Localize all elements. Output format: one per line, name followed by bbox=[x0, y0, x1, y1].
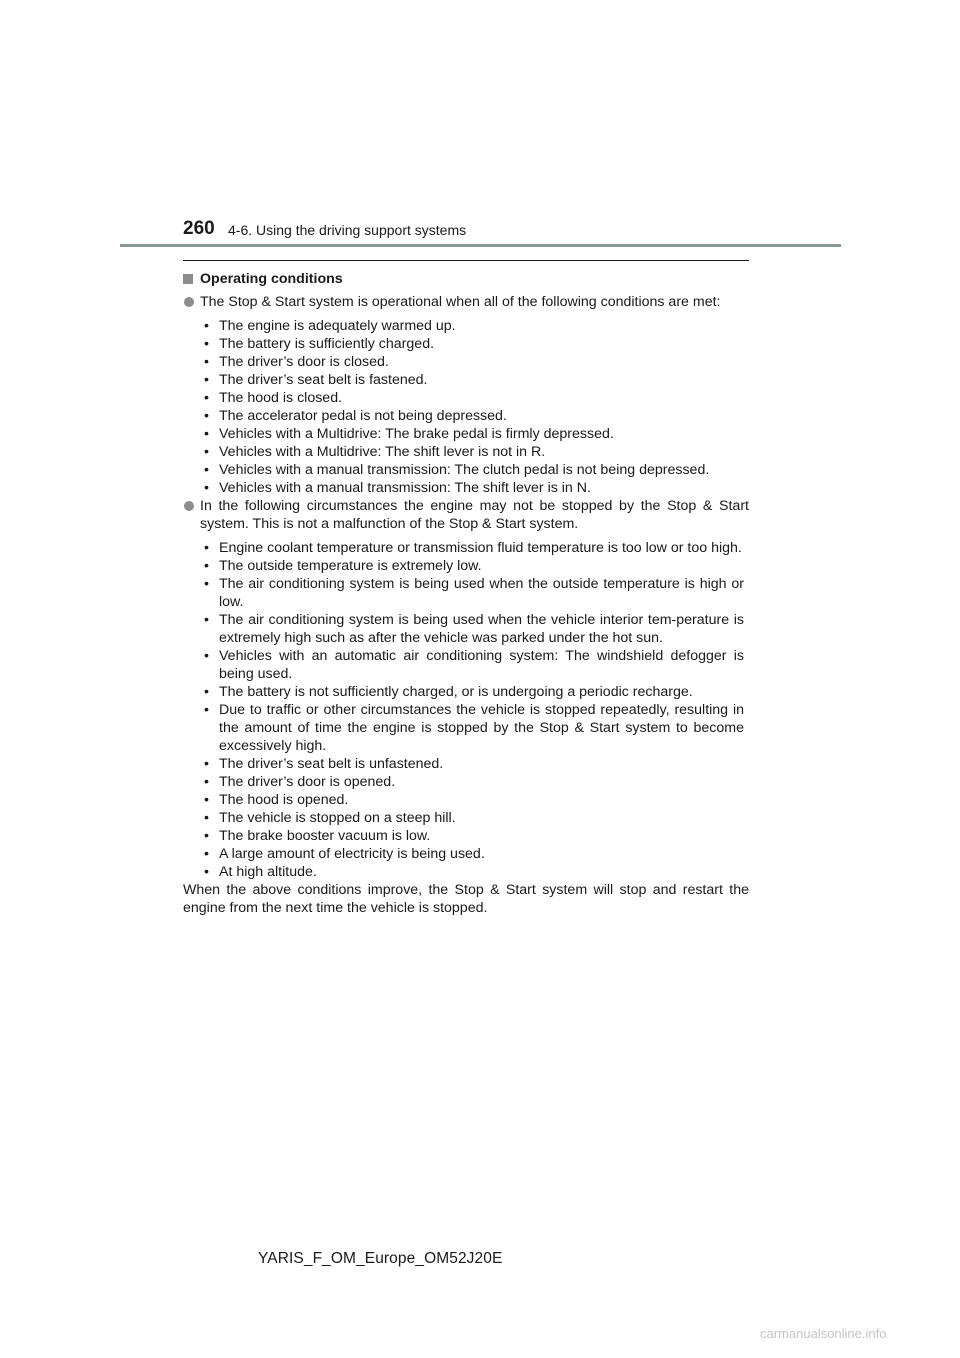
list-item bbox=[204, 353, 744, 371]
bullet-icon: • bbox=[204, 576, 209, 592]
list-item bbox=[204, 701, 744, 755]
list-item-text: Vehicles with a manual transmission: The clutch pedal is not being depressed. bbox=[219, 462, 710, 478]
list-item bbox=[204, 863, 744, 881]
bullet-icon: • bbox=[204, 828, 209, 844]
operational-conditions-list bbox=[183, 317, 744, 497]
square-bullet-icon bbox=[183, 274, 193, 284]
list-item-text: Vehicles with a Multidrive: The brake pedal is firmly depressed. bbox=[219, 426, 614, 442]
non-stop-circumstances-list bbox=[183, 539, 744, 881]
list-item-text: The driver’s seat belt is fastened. bbox=[219, 372, 428, 388]
list-item-text: Vehicles with a manual transmission: The shift lever is in N. bbox=[219, 480, 591, 496]
document-code: YARIS_F_OM_Europe_OM52J20E bbox=[258, 1250, 503, 1267]
list-item bbox=[204, 443, 744, 461]
list-item-text: Engine coolant temperature or transmission fluid temperature is too low or too high. bbox=[219, 540, 742, 556]
bullet-icon: • bbox=[204, 354, 209, 370]
list-item-text: The air conditioning system is being used when the outside temperature is high or low. bbox=[219, 576, 744, 610]
list-item-text: The battery is sufficiently charged. bbox=[219, 336, 435, 352]
list-item-text: The outside temperature is extremely low. bbox=[219, 558, 482, 574]
list-item-text: The vehicle is stopped on a steep hill. bbox=[219, 810, 456, 826]
list-item-text: The hood is opened. bbox=[219, 792, 349, 808]
watermark: carmanualsonline.info bbox=[760, 1326, 887, 1341]
list-item-text: The hood is closed. bbox=[219, 390, 343, 406]
list-item bbox=[204, 461, 744, 479]
list-item-text: The air conditioning system is being used when the vehicle interior tem-perature is extremely high such as after the vehicle was parked under the hot sun. bbox=[219, 612, 744, 646]
list-item-text: Vehicles with a Multidrive: The shift lever is not in R. bbox=[219, 444, 546, 460]
list-item bbox=[204, 539, 744, 557]
list-item bbox=[204, 407, 744, 425]
list-item-text: The driver’s door is opened. bbox=[219, 774, 396, 790]
list-item-text: The driver’s door is closed. bbox=[219, 354, 389, 370]
bullet-icon: • bbox=[204, 390, 209, 406]
list-item bbox=[204, 845, 744, 863]
bullet-icon: • bbox=[204, 684, 209, 700]
section-heading-text: Operating conditions bbox=[200, 271, 343, 287]
bullet-icon: • bbox=[204, 702, 209, 718]
round-bullet-icon bbox=[184, 501, 194, 511]
page-content bbox=[183, 270, 749, 917]
list-item bbox=[204, 335, 744, 353]
bullet-icon: • bbox=[204, 612, 209, 628]
list-item-text: The accelerator pedal is not being depressed. bbox=[219, 408, 507, 424]
bullet-icon: • bbox=[204, 372, 209, 388]
list-item bbox=[204, 371, 744, 389]
list-item bbox=[204, 425, 744, 443]
closing-paragraph: When the above conditions improve, the Stop & Start system will stop and restart the engine from the next time the vehicle is stopped. bbox=[183, 882, 749, 916]
bullet-icon: • bbox=[204, 558, 209, 574]
list-item-text: Vehicles with an automatic air conditioning system: The windshield defogger is being used. bbox=[219, 648, 744, 682]
list-item bbox=[204, 827, 744, 845]
bullet-icon: • bbox=[204, 810, 209, 826]
list-item bbox=[204, 557, 744, 575]
list-item bbox=[204, 773, 744, 791]
header-rule bbox=[120, 244, 841, 247]
list-item bbox=[204, 479, 744, 497]
bullet-icon: • bbox=[204, 648, 209, 664]
bullet-icon: • bbox=[204, 426, 209, 442]
list-item bbox=[204, 575, 744, 611]
page-number: 260 bbox=[183, 218, 215, 239]
bullet-icon: • bbox=[204, 444, 209, 460]
bullet-icon: • bbox=[204, 774, 209, 790]
condition-item bbox=[183, 497, 749, 533]
bullet-icon: • bbox=[204, 318, 209, 334]
list-item-text: The battery is not sufficiently charged, or is undergoing a periodic recharge. bbox=[219, 684, 693, 700]
list-item bbox=[204, 647, 744, 683]
bullet-icon: • bbox=[204, 480, 209, 496]
condition-item-text: The Stop & Start system is operational when all of the following conditions are met: bbox=[200, 294, 721, 310]
list-item bbox=[204, 791, 744, 809]
bullet-icon: • bbox=[204, 540, 209, 556]
condition-item-text: In the following circumstances the engine may not be stopped by the Stop & Start system. This is not a malfunction of the Stop & Start system. bbox=[200, 498, 749, 532]
list-item bbox=[204, 755, 744, 773]
bullet-icon: • bbox=[204, 336, 209, 352]
list-item-text: Due to traffic or other circumstances the vehicle is stopped repeatedly, resulting in the amount of time the engine is stopped by the Stop & Start system to become excessively high. bbox=[219, 702, 744, 754]
section-rule bbox=[183, 260, 749, 261]
list-item bbox=[204, 611, 744, 647]
list-item-text: The driver’s seat belt is unfastened. bbox=[219, 756, 444, 772]
list-item bbox=[204, 317, 744, 335]
bullet-icon: • bbox=[204, 864, 209, 880]
list-item-text: A large amount of electricity is being used. bbox=[219, 846, 485, 862]
list-item-text: The engine is adequately warmed up. bbox=[219, 318, 456, 334]
bullet-icon: • bbox=[204, 756, 209, 772]
round-bullet-icon bbox=[184, 297, 194, 307]
list-item bbox=[204, 809, 744, 827]
list-item bbox=[204, 389, 744, 407]
section-heading bbox=[183, 270, 749, 288]
chapter-title: 4-6. Using the driving support systems bbox=[228, 222, 467, 238]
bullet-icon: • bbox=[204, 792, 209, 808]
list-item-text: At high altitude. bbox=[219, 864, 317, 880]
bullet-icon: • bbox=[204, 462, 209, 478]
list-item-text: The brake booster vacuum is low. bbox=[219, 828, 431, 844]
condition-item bbox=[183, 293, 749, 311]
list-item bbox=[204, 683, 744, 701]
bullet-icon: • bbox=[204, 408, 209, 424]
bullet-icon: • bbox=[204, 846, 209, 862]
